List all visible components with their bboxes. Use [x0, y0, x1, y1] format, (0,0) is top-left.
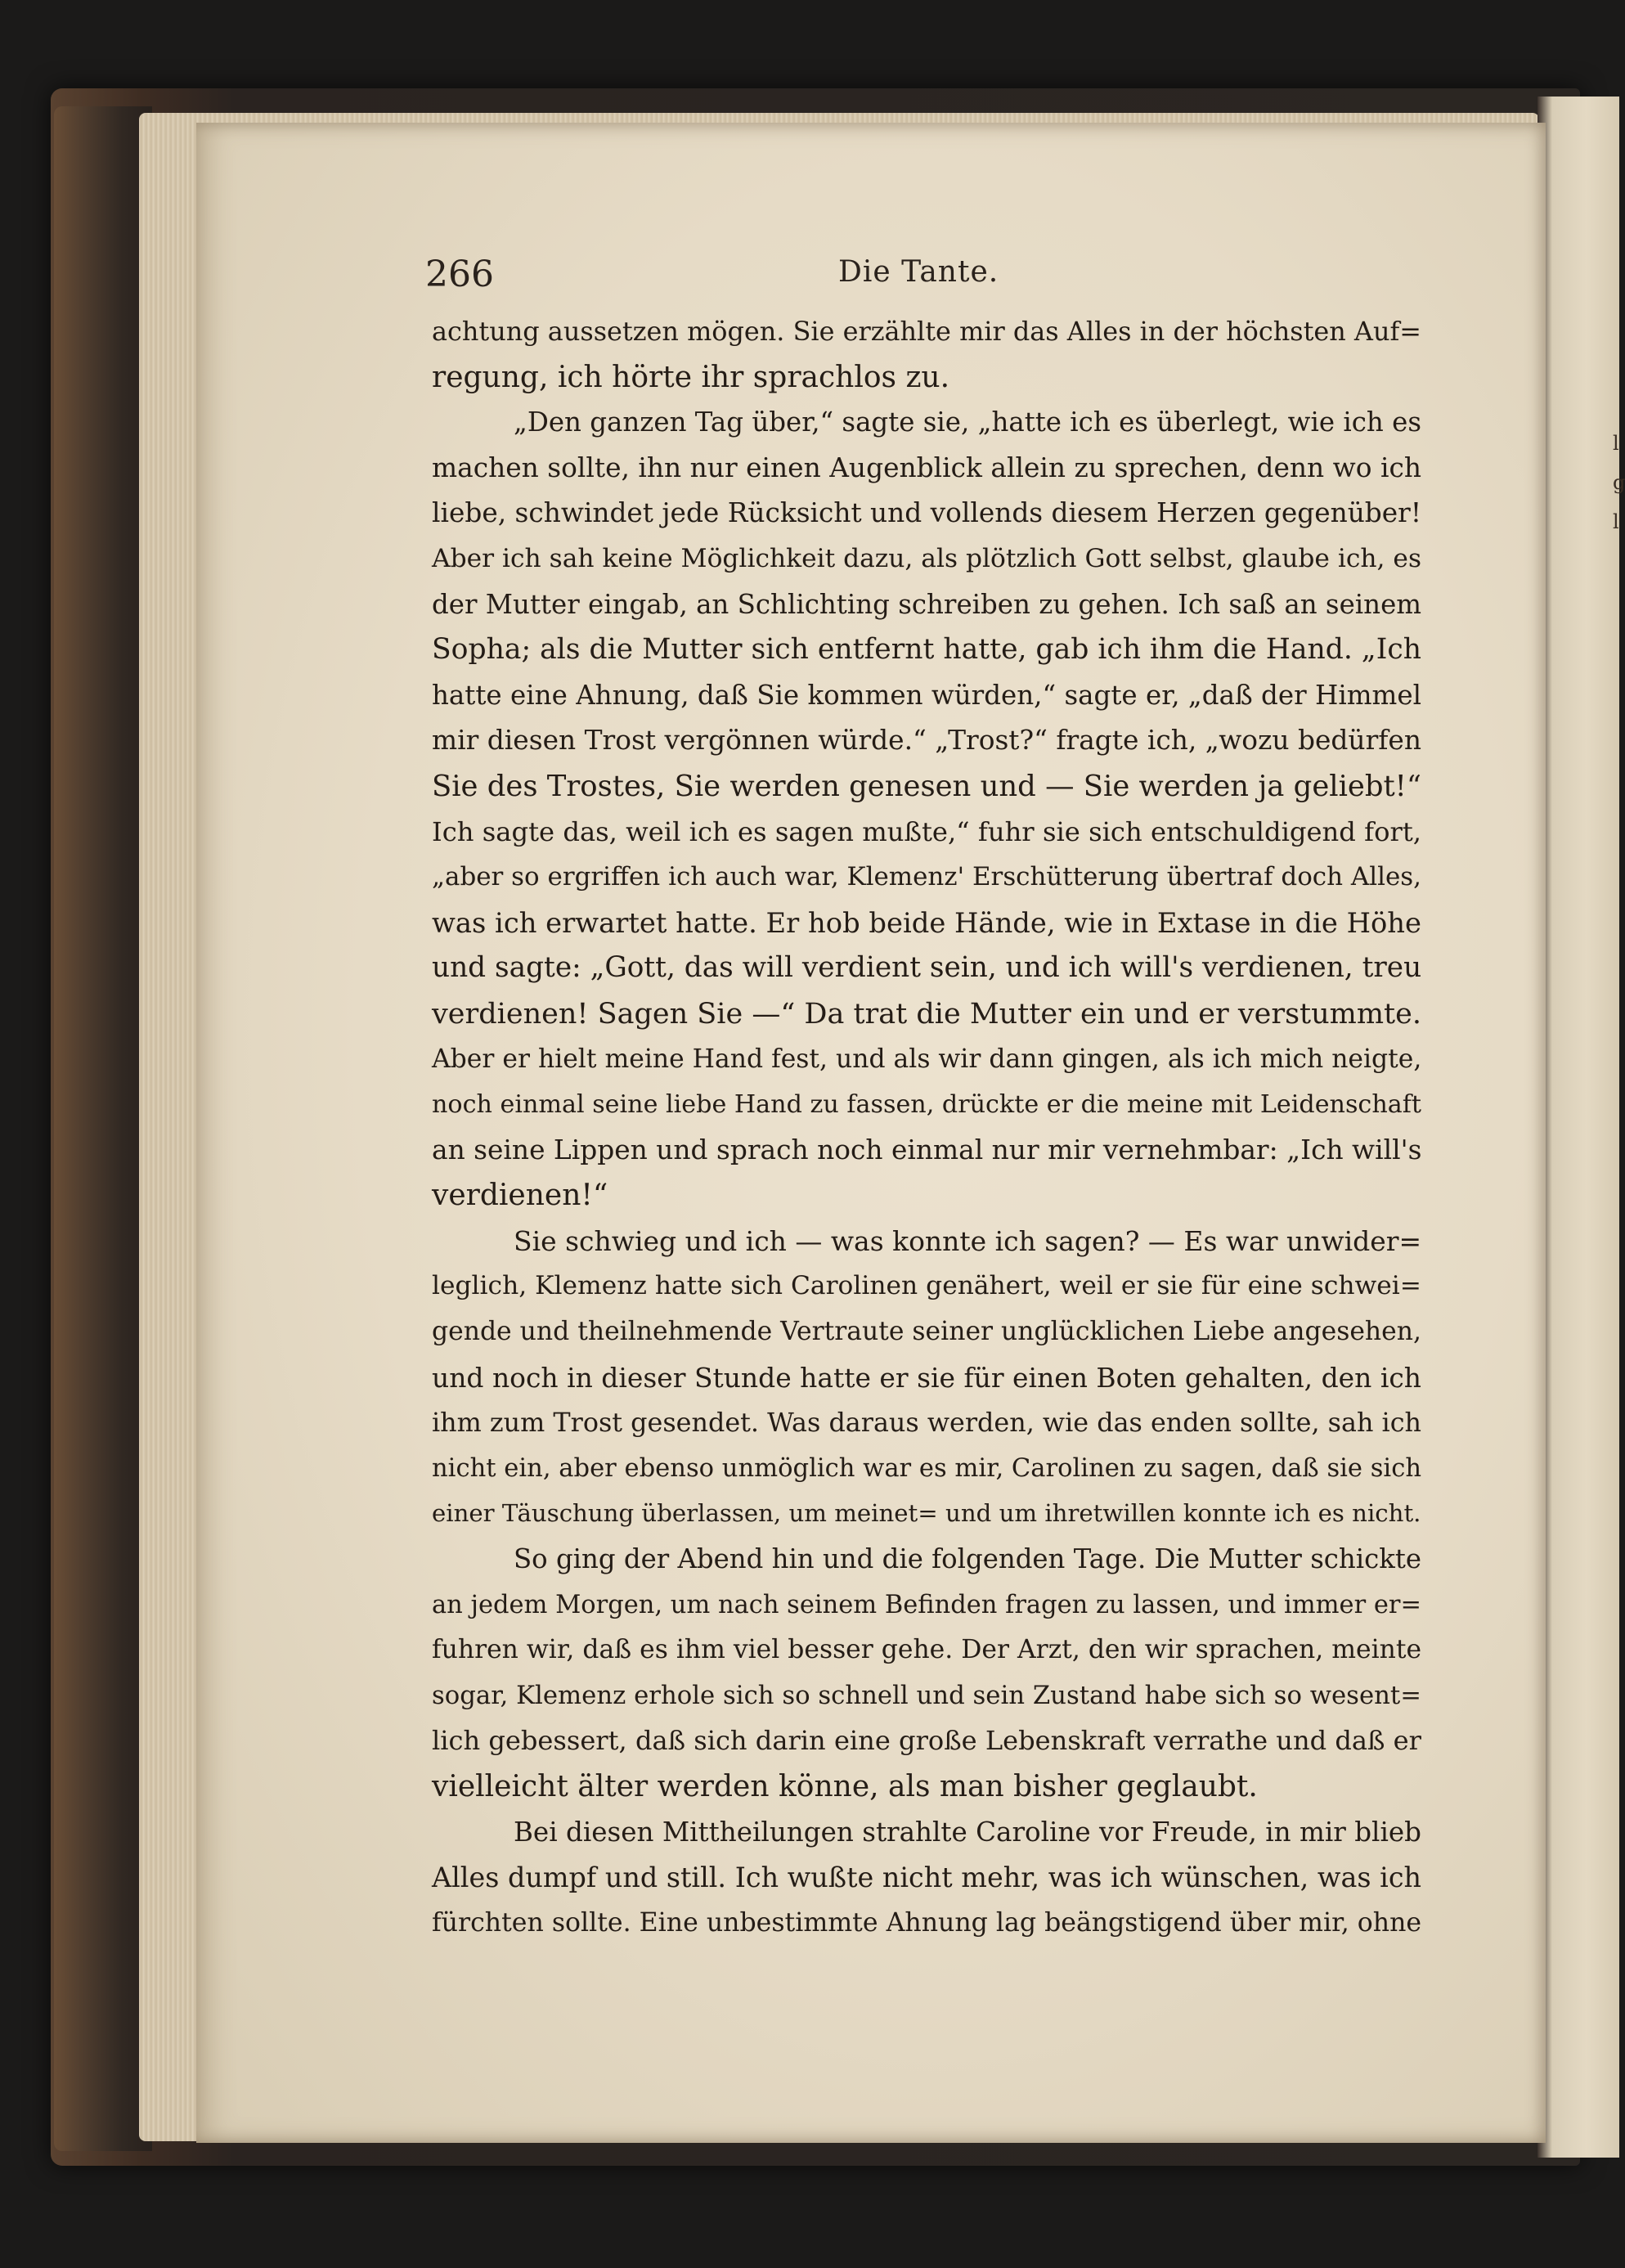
text-line: verdienen! Sagen Sie —“ Da trat die Mutter ein und er verstummte. — [432, 996, 1421, 1031]
text-line: nicht ein, aber ebenso unmöglich war es mir, Carolinen zu sagen, daß sie sich — [432, 1453, 1421, 1483]
text-line: Sopha; als die Mutter sich entfernt hatte, gab ich ihm die Hand. „Ich — [432, 633, 1421, 667]
text-line: So ging der Abend hin und die folgenden Tage. Die Mutter schickte — [514, 1543, 1421, 1575]
text-line: noch einmal seine liebe Hand zu fassen, drückte er die meine mit Leidenschaft — [432, 1090, 1422, 1120]
text-line: was ich erwartet hatte. Er hob beide Hände, wie in Extase in die Höhe — [432, 906, 1421, 939]
text-line: der Mutter eingab, an Schlichting schreiben zu gehen. Ich saß an seinem — [432, 588, 1422, 620]
text-line: sogar, Klemenz erhole sich so schnell und sein Zustand habe sich so wesent= — [432, 1680, 1421, 1710]
text-line: hatte eine Ahnung, daß Sie kommen würden,“ sagte er, „daß der Himmel — [432, 679, 1421, 711]
text-line: regung, ich hörte ihr sprachlos zu. — [432, 360, 950, 394]
text-line: „Den ganzen Tag über,“ sagte sie, „hatte ich es überlegt, wie ich es — [514, 406, 1421, 438]
text-line: Sie schwieg und ich — was konnte ich sagen? — Es war unwider= — [514, 1224, 1422, 1257]
text-line: an seine Lippen und sprach noch einmal nur mir vernehmbar: „Ich will's — [432, 1134, 1422, 1165]
text-line: mir diesen Trost vergönnen würde.“ „Trost?“ fragte ich, „wozu bedürfen — [432, 725, 1421, 757]
text-line: Bei diesen Mittheilungen strahlte Caroline vor Freude, in mir blieb — [514, 1816, 1421, 1848]
running-head: Die Tante. — [838, 255, 999, 289]
facing-page-fragment: l — [1613, 510, 1619, 533]
text-line: vielleicht älter werden könne, als man bisher geglaubt. — [432, 1770, 1258, 1803]
text-line: Ich sagte das, weil ich es sagen mußte,“ fuhr sie sich entschuldigend fort, — [432, 815, 1421, 847]
page-header — [425, 254, 1407, 303]
text-line: machen sollte, ihn nur einen Augenblick allein zu sprechen, denn wo ich — [432, 451, 1421, 483]
text-line: und noch in dieser Stunde hatte er sie für einen Boten gehalten, den ich — [432, 1361, 1421, 1394]
text-line: an jedem Morgen, um nach seinem Befinden fragen zu lassen, und immer er= — [432, 1590, 1421, 1619]
text-line: verdienen!“ — [432, 1179, 608, 1213]
worn-cover-edge — [54, 106, 152, 2151]
text-line: Aber ich sah keine Möglichkeit dazu, als plötzlich Gott selbst, glaube ich, es — [432, 543, 1421, 573]
text-line: und sagte: „Gott, das will verdient sein, und ich will's verdienen, treu — [432, 951, 1422, 985]
text-line: gende und theilnehmende Vertraute seiner unglücklichen Liebe angesehen, — [432, 1317, 1421, 1347]
page-number: 266 — [425, 254, 494, 295]
body-text — [432, 309, 1421, 1946]
text-line: Sie des Trostes, Sie werden genesen und — Sie werden ja geliebt!“ — [432, 769, 1421, 803]
text-line: achtung aussetzen mögen. Sie erzählte mir das Alles in der höchsten Auf= — [432, 316, 1421, 347]
text-line: lich gebessert, daß sich darin eine große Lebenskraft verrathe und daß er — [432, 1725, 1421, 1757]
text-line: fuhren wir, daß es ihm viel besser gehe. Der Arzt, den wir sprachen, meinte — [432, 1635, 1422, 1665]
text-line: leglich, Klemenz hatte sich Carolinen genähert, weil er sie für eine schwei= — [432, 1271, 1421, 1301]
text-line: ihm zum Trost gesendet. Was daraus werden, wie das enden sollte, sah ich — [432, 1408, 1421, 1439]
text-line: Aber er hielt meine Hand fest, und als wir dann gingen, als ich mich neigte, — [432, 1044, 1422, 1074]
facing-page-edge — [1537, 97, 1625, 2158]
facing-page-fragment: g — [1613, 471, 1625, 494]
text-line: liebe, schwindet jede Rücksicht und vollends diesem Herzen gegenüber! — [432, 497, 1421, 529]
text-line: „aber so ergriffen ich auch war, Klemenz' Erschütterung übertraf doch Alles, — [432, 862, 1421, 892]
text-line: fürchten sollte. Eine unbestimmte Ahnung lag beängstigend über mir, ohne — [432, 1907, 1422, 1938]
facing-page-fragment: l — [1613, 432, 1619, 455]
text-line: Alles dumpf und still. Ich wußte nicht mehr, was ich wünschen, was ich — [432, 1862, 1421, 1894]
text-line: einer Täuschung überlassen, um meinet= und um ihretwillen konnte ich es nicht. — [432, 1499, 1421, 1528]
